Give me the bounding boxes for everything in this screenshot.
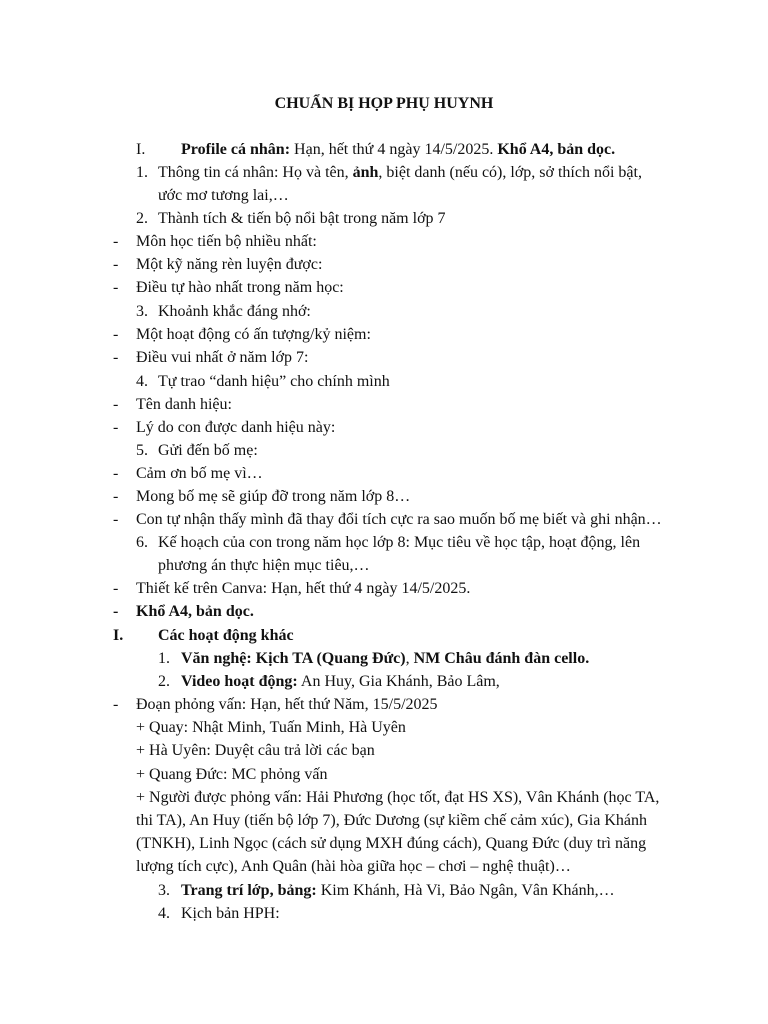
list-item: [158, 163, 642, 183]
section-1-label: Profile cá nhân:: [181, 141, 291, 158]
dash-marker: -: [113, 256, 119, 273]
plus-item-continuation: lượng tích cực), Anh Quân (hài hòa giữa học – chơi – nghệ thuật)…: [136, 858, 571, 875]
list-item: Gửi đến bố mẹ:: [158, 442, 258, 459]
item-number: 1.: [136, 164, 148, 181]
activity-item: [181, 881, 615, 901]
dash-item: Thiết kế trên Canva: Hạn, hết thứ 4 ngày 14/5/2025.: [136, 580, 471, 597]
activity-label: Văn nghệ: Kịch TA (Quang Đức): [181, 650, 406, 667]
plus-item: + Quang Đức: MC phỏng vấn: [136, 766, 328, 783]
activity-item: Kịch bản HPH:: [181, 905, 280, 922]
dash-item-bold: Khổ A4, bản dọc.: [136, 603, 254, 620]
dash-item: Điều tự hào nhất trong năm học:: [136, 279, 344, 296]
list-item: Thành tích & tiến bộ nổi bật trong năm lớp 7: [158, 210, 446, 227]
dash-item: Điều vui nhất ở năm lớp 7:: [136, 349, 309, 366]
list-item: Kế hoạch của con trong năm học lớp 8: Mục tiêu về học tập, hoạt động, lên: [158, 534, 641, 551]
dash-marker: -: [113, 326, 119, 343]
item-number: 5.: [136, 442, 148, 459]
section-2-marker: I.: [113, 627, 124, 644]
page-title: CHUẨN BỊ HỌP PHỤ HUYNH: [274, 95, 494, 112]
activity-item: [181, 649, 589, 669]
list-item-continuation: ước mơ tương lai,…: [158, 187, 289, 204]
section-1-marker: I.: [136, 141, 146, 158]
list-item-text: Thông tin cá nhân: Họ và tên,: [158, 164, 353, 181]
section-2-heading: Các hoạt động khác: [158, 627, 294, 644]
dash-marker: -: [113, 419, 119, 436]
list-item: Khoảnh khắc đáng nhớ:: [158, 303, 311, 320]
list-item-continuation: phương án thực hiện mục tiêu,…: [158, 557, 370, 574]
dash-item: Đoạn phỏng vấn: Hạn, hết thứ Năm, 15/5/2025: [136, 696, 438, 713]
dash-marker: -: [113, 233, 119, 250]
list-item: Tự trao “danh hiệu” cho chính mình: [158, 373, 390, 390]
section-1-text: Hạn, hết thứ 4 ngày 14/5/2025.: [290, 141, 498, 158]
item-number: 2.: [136, 210, 148, 227]
dash-item: Cảm ơn bố mẹ vì…: [136, 465, 263, 482]
item-number: 3.: [136, 303, 148, 320]
dash-marker: -: [113, 580, 119, 597]
dash-item: Môn học tiến bộ nhiều nhất:: [136, 233, 317, 250]
activity-text: An Huy, Gia Khánh, Bảo Lâm,: [297, 673, 500, 690]
dash-marker: -: [113, 396, 119, 413]
dash-marker: -: [113, 488, 119, 505]
plus-item: + Quay: Nhật Minh, Tuấn Minh, Hà Uyên: [136, 719, 406, 736]
dash-item: Mong bố mẹ sẽ giúp đỡ trong năm lớp 8…: [136, 488, 411, 505]
section-1-heading: [181, 140, 615, 160]
plus-item: + Hà Uyên: Duyệt câu trả lời các bạn: [136, 742, 375, 759]
activity-text: Kim Khánh, Hà Vi, Bảo Ngân, Vân Khánh,…: [316, 882, 615, 899]
activity-text: ,: [405, 650, 414, 667]
list-item-bold: ảnh: [352, 164, 379, 181]
section-1-bold-tail: Khổ A4, bản dọc.: [497, 141, 616, 158]
dash-marker: -: [113, 603, 119, 620]
activity-number: 3.: [158, 882, 170, 899]
activity-number: 1.: [158, 650, 170, 667]
activity-label: Trang trí lớp, bảng:: [181, 882, 317, 899]
dash-marker: -: [113, 349, 119, 366]
dash-item: Tên danh hiệu:: [136, 396, 232, 413]
activity-item: [181, 672, 500, 692]
activity-number: 4.: [158, 905, 170, 922]
list-item-text: , biệt danh (nếu có), lớp, sở thích nổi bật,: [378, 164, 642, 181]
activity-label: Video hoạt động:: [181, 673, 298, 690]
item-number: 4.: [136, 373, 148, 390]
plus-item-continuation: (TNKH), Linh Ngọc (cách sử dụng MXH đúng cách), Quang Đức (duy trì năng: [136, 835, 647, 852]
dash-marker: -: [113, 465, 119, 482]
dash-marker: -: [113, 696, 119, 713]
dash-marker: -: [113, 279, 119, 296]
dash-marker: -: [113, 511, 119, 528]
activity-label: NM Châu đánh đàn cello.: [413, 650, 590, 667]
plus-item-continuation: thi TA), An Huy (tiến bộ lớp 7), Đức Dương (sự kiềm chế cảm xúc), Gia Khánh: [136, 812, 648, 829]
dash-item: Lý do con được danh hiệu này:: [136, 419, 336, 436]
plus-item: + Người được phỏng vấn: Hải Phương (học tốt, đạt HS XS), Vân Khánh (học TA,: [136, 789, 660, 806]
dash-item: Một hoạt động có ấn tượng/kỷ niệm:: [136, 326, 371, 343]
dash-item: Con tự nhận thấy mình đã thay đổi tích cực ra sao muốn bố mẹ biết và ghi nhận…: [136, 511, 662, 528]
activity-number: 2.: [158, 673, 170, 690]
item-number: 6.: [136, 534, 148, 551]
dash-item: Một kỹ năng rèn luyện được:: [136, 256, 323, 273]
